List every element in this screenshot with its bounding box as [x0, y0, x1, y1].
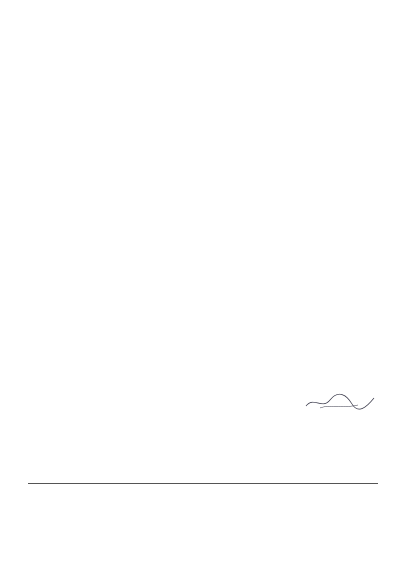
signature-mark	[300, 392, 380, 412]
divider	[28, 483, 378, 484]
